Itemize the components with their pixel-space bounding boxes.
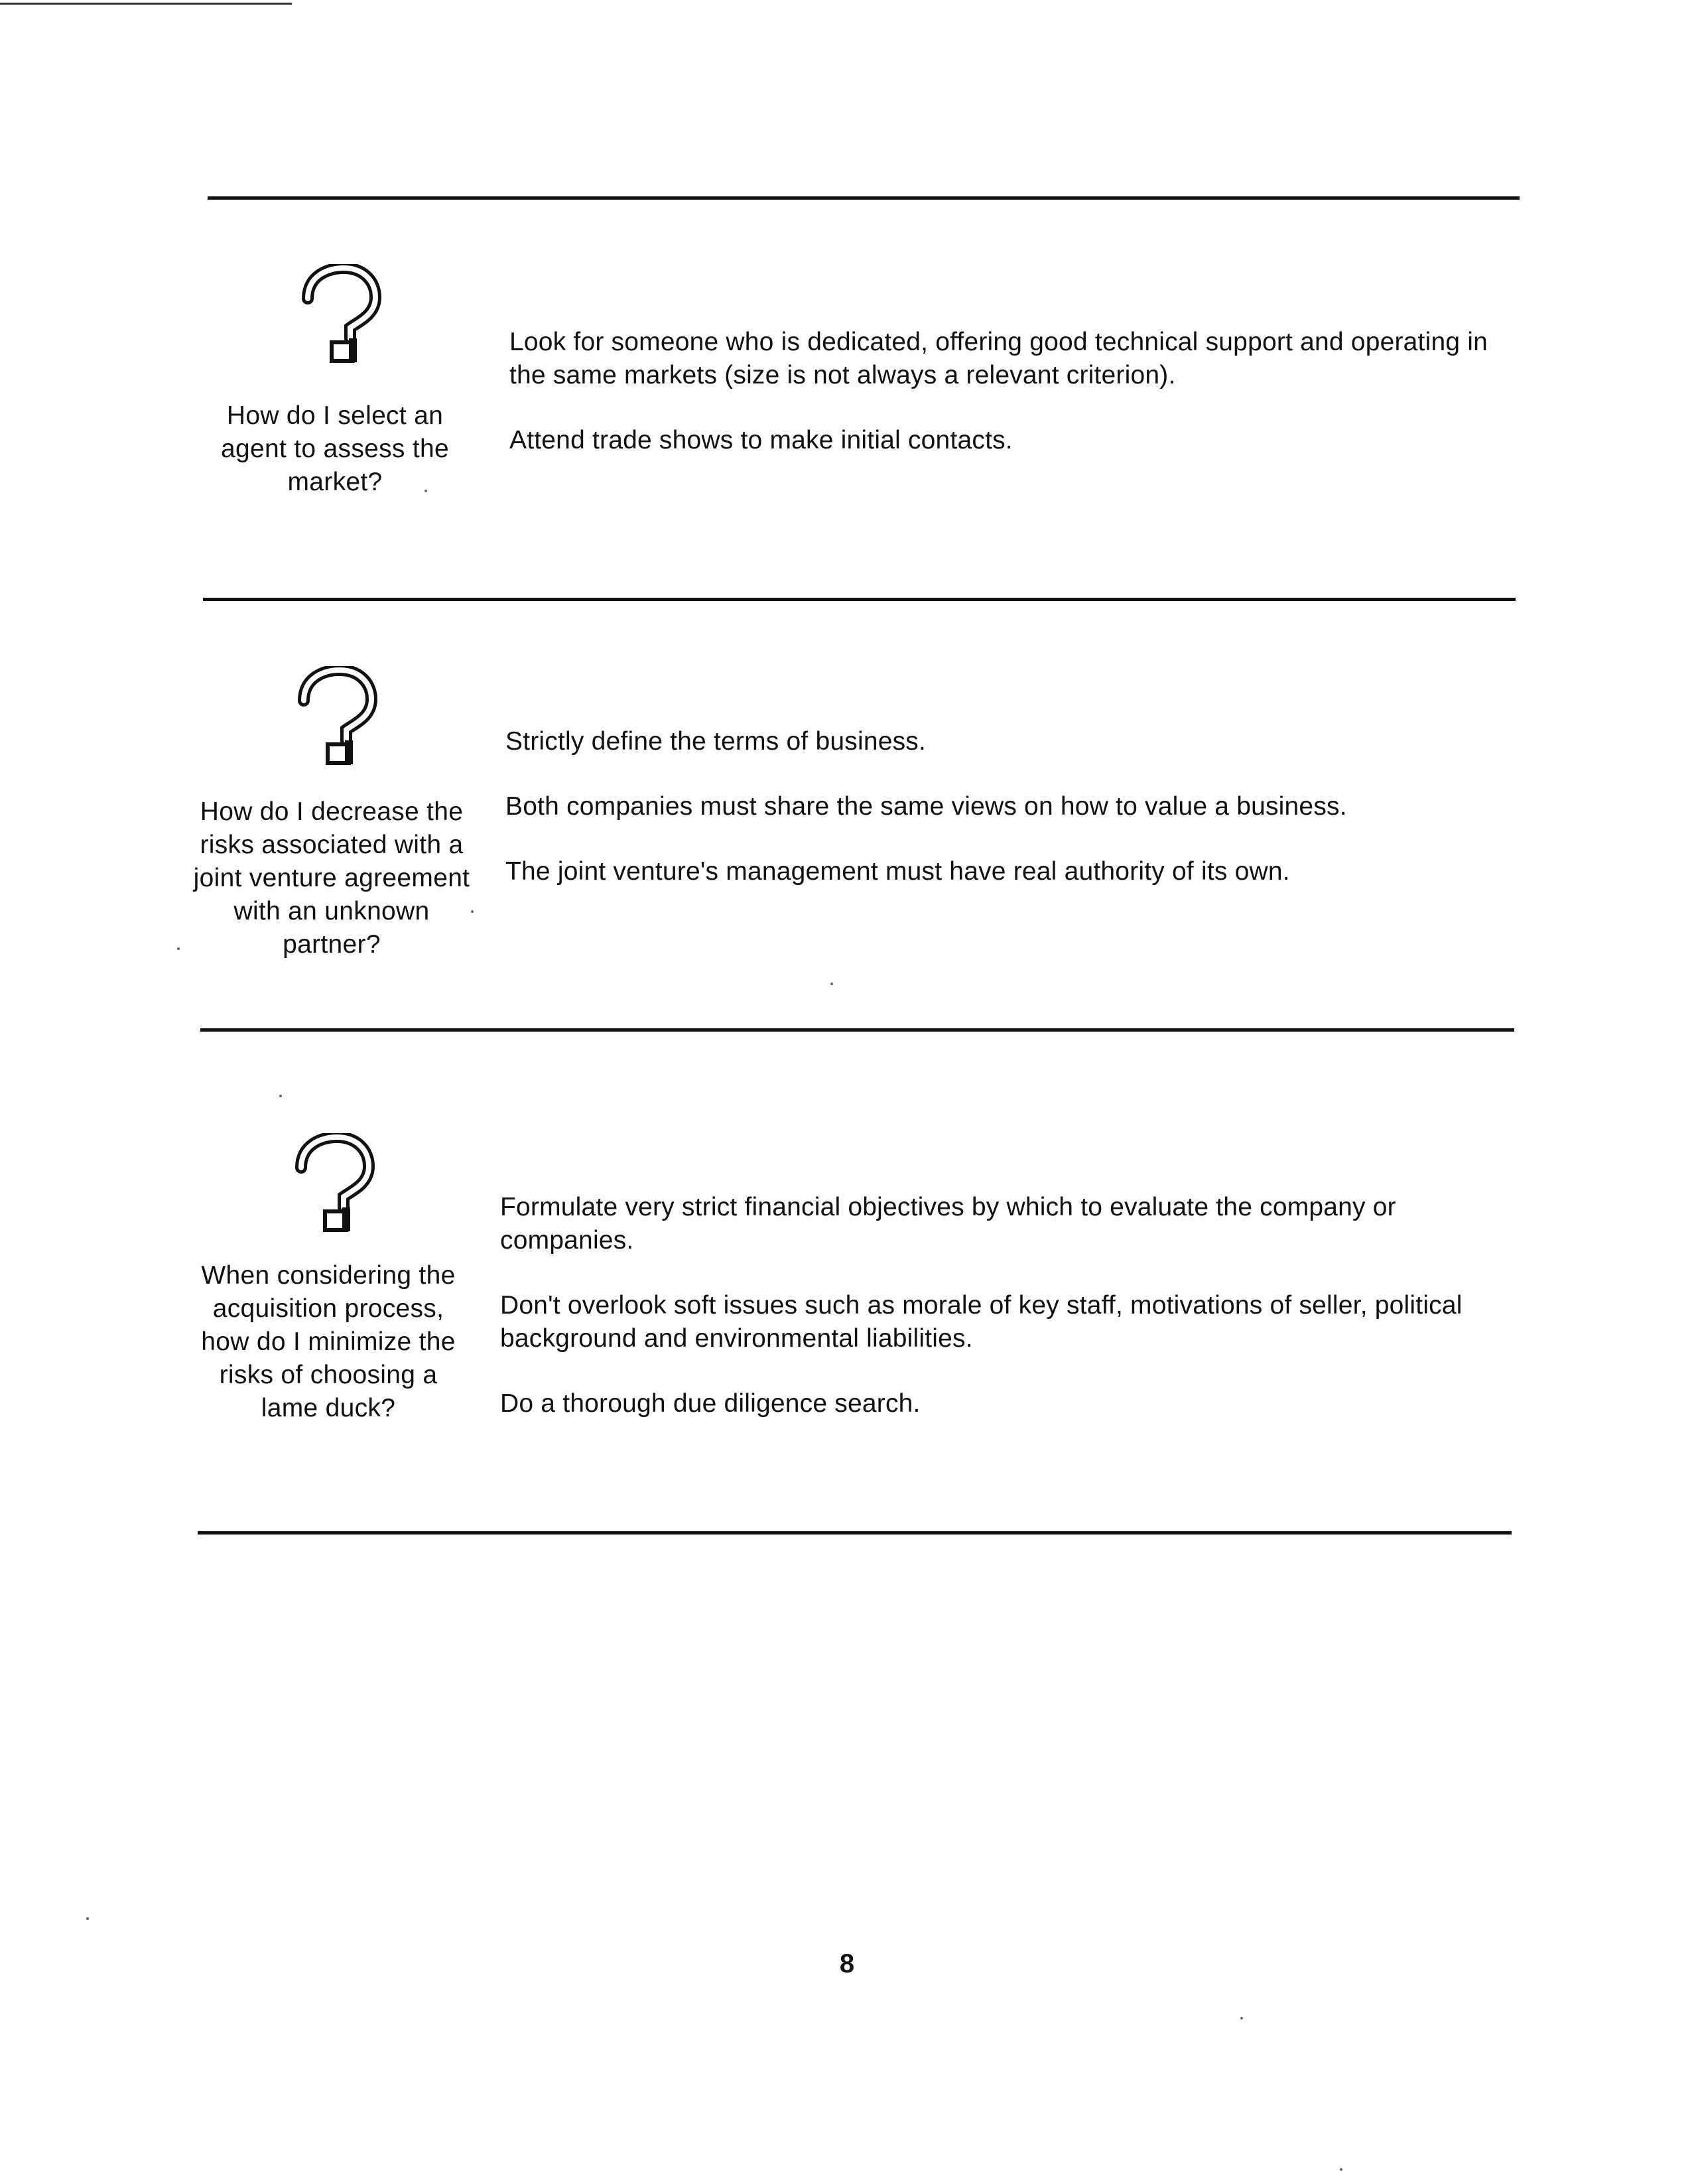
question-mark-icon <box>289 666 382 766</box>
divider-rule <box>208 196 1520 200</box>
answer-text: Both companies must share the same views on how to value a business. <box>505 792 1347 821</box>
question-text: How do I select an agent to assess the market? <box>221 401 449 496</box>
question-text: When considering the acquisition process, how do I minimize the risks of choosing a lame duck? <box>201 1261 456 1422</box>
answer-text: Strictly define the terms of business. <box>505 727 927 756</box>
divider-rule <box>200 1028 1514 1032</box>
answer-text: Attend trade shows to make initial contacts. <box>509 426 1013 454</box>
scan-speck <box>177 947 180 950</box>
scan-speck <box>1340 2168 1342 2171</box>
answer-text: Do a thorough due diligence search. <box>500 1389 921 1418</box>
divider-rule <box>198 1531 1512 1535</box>
corner-scan-mark <box>0 3 292 5</box>
answer-list <box>500 1191 1522 1452</box>
answer-text: Formulate very strict financial objectives by which to evaluate the company or companies. <box>500 1193 1396 1255</box>
scan-speck <box>86 1917 89 1920</box>
answer-text: Don't overlook soft issues such as morale of key staff, motivations of seller, political background and environmental liabilities. <box>500 1291 1463 1353</box>
question-mark-icon <box>287 1133 379 1233</box>
scan-speck <box>471 910 474 913</box>
page-number: 8 <box>839 1949 855 1978</box>
scan-speck <box>830 983 833 985</box>
answer-list <box>505 725 1527 920</box>
question-mark-icon <box>293 264 386 364</box>
answer-list <box>509 326 1531 489</box>
answer-text: Look for someone who is dedicated, offering good technical support and operating in the same markets (size is not always a relevant criterion). <box>509 328 1488 389</box>
divider-rule <box>203 598 1516 601</box>
scan-speck <box>1240 2017 1243 2019</box>
scan-speck <box>279 1095 282 1097</box>
scan-speck <box>424 490 427 492</box>
answer-text: The joint venture's management must have real authority of its own. <box>505 857 1290 886</box>
question-text: How do I decrease the risks associated with a joint venture agreement with an unknown partner? <box>193 797 470 959</box>
